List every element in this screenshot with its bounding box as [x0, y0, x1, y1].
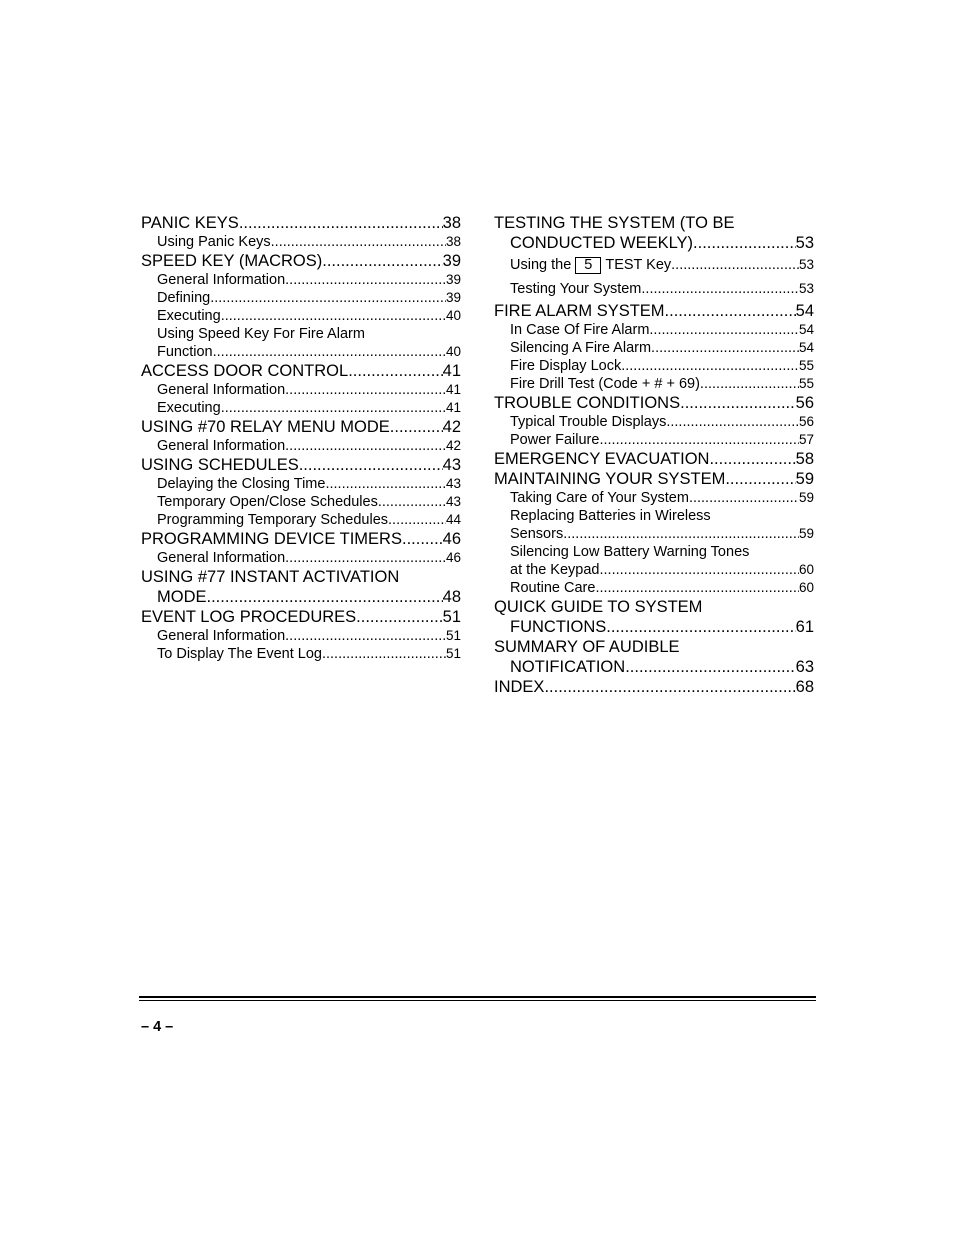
toc-entry-using-panic-keys[interactable]	[141, 233, 461, 251]
toc-page: 39	[445, 290, 461, 305]
toc-title: Fire Display Lock	[510, 358, 622, 374]
toc-entry-speed-fire[interactable]	[141, 343, 461, 361]
toc-title: Sensors	[510, 526, 564, 542]
toc-entry-trouble-power[interactable]	[494, 431, 814, 449]
footer-rule-thin	[139, 1000, 816, 1001]
toc-page: 60	[798, 562, 814, 577]
dot-leader	[271, 233, 446, 251]
toc-entry-summary[interactable]	[494, 657, 814, 677]
toc-entry-index[interactable]	[494, 677, 814, 697]
toc-page: 55	[798, 358, 814, 373]
toc-entry-fire-drill[interactable]	[494, 375, 814, 393]
toc-entry-trouble-typical[interactable]	[494, 413, 814, 431]
toc-entry-quick-line1[interactable]: QUICK GUIDE TO SYSTEM	[494, 598, 703, 616]
toc-page: 53	[798, 257, 814, 272]
dot-leader	[325, 475, 446, 493]
dot-leader	[649, 321, 799, 339]
dot-leader	[600, 561, 799, 579]
toc-title: General Information	[157, 272, 286, 288]
toc-title: Fire Drill Test (Code + # + 69)	[510, 376, 700, 392]
toc-page: 43	[445, 494, 461, 509]
toc-page: 43	[445, 476, 461, 491]
toc-page: 38	[445, 234, 461, 249]
toc-entry-event-general[interactable]	[141, 627, 461, 645]
dot-leader	[693, 233, 796, 253]
toc-title: General Information	[157, 382, 286, 398]
toc-title: MODE	[157, 588, 207, 606]
dot-leader	[322, 251, 442, 271]
toc-entry-instant-line1[interactable]: USING #77 INSTANT ACTIVATION	[141, 568, 400, 586]
toc-entry-timers-general[interactable]	[141, 549, 461, 567]
toc-title: Temporary Open/Close Schedules	[157, 494, 378, 510]
toc-entry-speed-fire-line1[interactable]: Using Speed Key For Fire Alarm	[157, 326, 365, 342]
toc-page: 41	[445, 382, 461, 397]
dot-leader	[665, 301, 796, 321]
dot-leader	[606, 617, 795, 637]
dot-leader	[390, 417, 443, 437]
toc-page: 59	[798, 526, 814, 541]
toc-entry-fire-alarm[interactable]	[494, 301, 814, 321]
toc-page: 40	[445, 344, 461, 359]
toc-page: 68	[795, 678, 814, 696]
toc-entry-summary-line1[interactable]: SUMMARY OF AUDIBLE	[494, 638, 680, 656]
toc-entry-access-door[interactable]	[141, 361, 461, 381]
toc-page: 40	[445, 308, 461, 323]
toc-title: INDEX	[494, 678, 545, 696]
toc-page: 41	[442, 362, 461, 380]
toc-title: TROUBLE CONDITIONS	[494, 394, 681, 412]
toc-entry-access-general[interactable]	[141, 381, 461, 399]
toc-page: 61	[795, 618, 814, 636]
toc-title: FUNCTIONS	[510, 618, 607, 636]
dot-leader	[285, 381, 446, 399]
toc-entry-relay-menu[interactable]	[141, 417, 461, 437]
toc-title: Using Panic Keys	[157, 234, 271, 250]
toc-entry-maint-batteries[interactable]	[494, 525, 814, 543]
dot-leader	[563, 525, 799, 543]
toc-title: Function	[157, 344, 213, 360]
toc-page: 43	[442, 456, 461, 474]
toc-page: 46	[442, 530, 461, 548]
page-number: – 4 –	[141, 1019, 174, 1035]
toc-entry-emergency[interactable]	[494, 449, 814, 469]
toc-page: 56	[795, 394, 814, 412]
toc-title: General Information	[157, 438, 286, 454]
toc-title: Routine Care	[510, 580, 596, 596]
toc-entry-maint-batteries-line1[interactable]: Replacing Batteries in Wireless	[510, 508, 711, 524]
toc-entry-speed-defining[interactable]	[141, 289, 461, 307]
dot-leader	[207, 587, 443, 607]
key-5-box: 5	[575, 257, 601, 274]
toc-left-column	[141, 213, 461, 663]
toc-page: 42	[445, 438, 461, 453]
toc-title: Programming Temporary Schedules	[157, 512, 389, 528]
toc-entry-device-timers[interactable]	[141, 529, 461, 549]
toc-title: FIRE ALARM SYSTEM	[494, 302, 665, 320]
dot-leader	[641, 277, 799, 301]
toc-title: Delaying the Closing Time	[157, 476, 326, 492]
dot-leader	[544, 677, 795, 697]
dot-leader	[213, 343, 446, 361]
toc-entry-event-display[interactable]	[141, 645, 461, 663]
toc-page: 54	[795, 302, 814, 320]
dot-leader	[666, 413, 799, 431]
toc-page: 57	[798, 432, 814, 447]
toc-entry-testing[interactable]	[494, 233, 814, 253]
dot-leader	[700, 375, 799, 393]
toc-entry-maint-silencing-line1[interactable]: Silencing Low Battery Warning Tones	[510, 544, 750, 560]
dot-leader	[625, 657, 795, 677]
dot-leader	[599, 431, 799, 449]
toc-entry-testing-line1[interactable]: TESTING THE SYSTEM (TO BE	[494, 214, 735, 232]
toc-page: 51	[445, 646, 461, 661]
dot-leader	[210, 289, 446, 307]
dot-leader	[725, 469, 795, 489]
toc-entry-fire-silencing[interactable]	[494, 339, 814, 357]
toc-title: Silencing A Fire Alarm	[510, 340, 652, 356]
toc-title: USING #70 RELAY MENU MODE	[141, 418, 390, 436]
toc-title: USING SCHEDULES	[141, 456, 299, 474]
toc-page: 41	[445, 400, 461, 415]
toc-entry-trouble[interactable]	[494, 393, 814, 413]
toc-title: PROGRAMMING DEVICE TIMERS	[141, 530, 402, 548]
toc-entry-speed-key[interactable]	[141, 251, 461, 271]
toc-entry-fire-case[interactable]	[494, 321, 814, 339]
toc-entry-access-executing[interactable]	[141, 399, 461, 417]
dot-leader	[322, 645, 446, 663]
toc-entry-sched-delay[interactable]	[141, 475, 461, 493]
dot-leader	[680, 393, 796, 413]
toc-entry-instant[interactable]	[141, 587, 461, 607]
toc-title: at the Keypad	[510, 562, 600, 578]
toc-title: Power Failure	[510, 432, 600, 448]
toc-page: 60	[798, 580, 814, 595]
toc-entry-fire-display-lock[interactable]	[494, 357, 814, 375]
toc-page: 56	[798, 414, 814, 429]
dot-leader	[285, 271, 446, 289]
toc-entry-panic-keys[interactable]	[141, 213, 461, 233]
dot-leader	[348, 361, 442, 381]
dot-leader	[689, 489, 799, 507]
toc-entry-maint-routine[interactable]	[494, 579, 814, 597]
toc-title: Defining	[157, 290, 211, 306]
dot-leader	[285, 627, 446, 645]
toc-page: 46	[445, 550, 461, 565]
toc-entry-sched-temp[interactable]	[141, 493, 461, 511]
toc-entry-quick[interactable]	[494, 617, 814, 637]
dot-leader	[651, 339, 799, 357]
toc-page: 51	[445, 628, 461, 643]
toc-page: 63	[795, 658, 814, 676]
toc-page: 58	[795, 450, 814, 468]
dot-leader	[285, 437, 446, 455]
dot-leader	[299, 455, 443, 475]
footer-rule-thick	[139, 996, 816, 998]
toc-title: Executing	[157, 400, 221, 416]
toc-title: EMERGENCY EVACUATION	[494, 450, 710, 468]
toc-title: Executing	[157, 308, 221, 324]
toc-page: 44	[445, 512, 461, 527]
toc-entry-event-log[interactable]	[141, 607, 461, 627]
toc-title: Taking Care of Your System	[510, 490, 689, 506]
toc-entry-maintaining[interactable]	[494, 469, 814, 489]
toc-page: 54	[798, 340, 814, 355]
toc-title: PANIC KEYS	[141, 214, 239, 232]
toc-entry-testing-your[interactable]	[494, 277, 814, 301]
toc-entry-maint-silencing[interactable]	[494, 561, 814, 579]
toc-title	[510, 253, 671, 277]
toc-title: Testing Your System	[510, 281, 642, 297]
toc-title: NOTIFICATION	[510, 658, 626, 676]
dot-leader	[671, 253, 799, 277]
toc-title: General Information	[157, 550, 286, 566]
toc-page: 59	[795, 470, 814, 488]
dot-leader	[709, 449, 795, 469]
toc-entry-using-test-key[interactable]	[494, 253, 814, 277]
dot-leader	[221, 399, 446, 417]
dot-leader	[285, 549, 446, 567]
toc-page: 53	[798, 281, 814, 296]
dot-leader	[402, 529, 443, 549]
toc-title-suffix: TEST Key	[605, 257, 672, 273]
toc-title: To Display The Event Log	[157, 646, 322, 662]
dot-leader	[621, 357, 799, 375]
toc-title: General Information	[157, 628, 286, 644]
toc-title: EVENT LOG PROCEDURES	[141, 608, 357, 626]
toc-page: 59	[798, 490, 814, 505]
toc-title: CONDUCTED WEEKLY)	[510, 234, 694, 252]
dot-leader	[221, 307, 446, 325]
toc-page: 42	[442, 418, 461, 436]
toc-title: SPEED KEY (MACROS)	[141, 252, 323, 270]
toc-title: ACCESS DOOR CONTROL	[141, 362, 349, 380]
toc-page: 38	[442, 214, 461, 232]
toc-page: 39	[445, 272, 461, 287]
toc-entry-maint-care[interactable]	[494, 489, 814, 507]
toc-title: Typical Trouble Displays	[510, 414, 667, 430]
toc-page: 53	[795, 234, 814, 252]
toc-entry-relay-general[interactable]	[141, 437, 461, 455]
toc-page: 39	[442, 252, 461, 270]
dot-leader	[378, 493, 446, 511]
dot-leader	[595, 579, 799, 597]
toc-title: In Case Of Fire Alarm	[510, 322, 650, 338]
toc-entry-schedules[interactable]	[141, 455, 461, 475]
toc-page: 54	[798, 322, 814, 337]
dot-leader	[239, 213, 443, 233]
toc-entry-speed-executing[interactable]	[141, 307, 461, 325]
toc-entry-speed-general[interactable]	[141, 271, 461, 289]
toc-right-column	[494, 213, 814, 697]
toc-page: 51	[442, 608, 461, 626]
dot-leader	[356, 607, 442, 627]
toc-title-prefix: Using the	[510, 257, 572, 273]
toc-page: 55	[798, 376, 814, 391]
dot-leader	[388, 511, 446, 529]
toc-page: 48	[442, 588, 461, 606]
toc-entry-sched-prog[interactable]	[141, 511, 461, 529]
toc-title: MAINTAINING YOUR SYSTEM	[494, 470, 726, 488]
